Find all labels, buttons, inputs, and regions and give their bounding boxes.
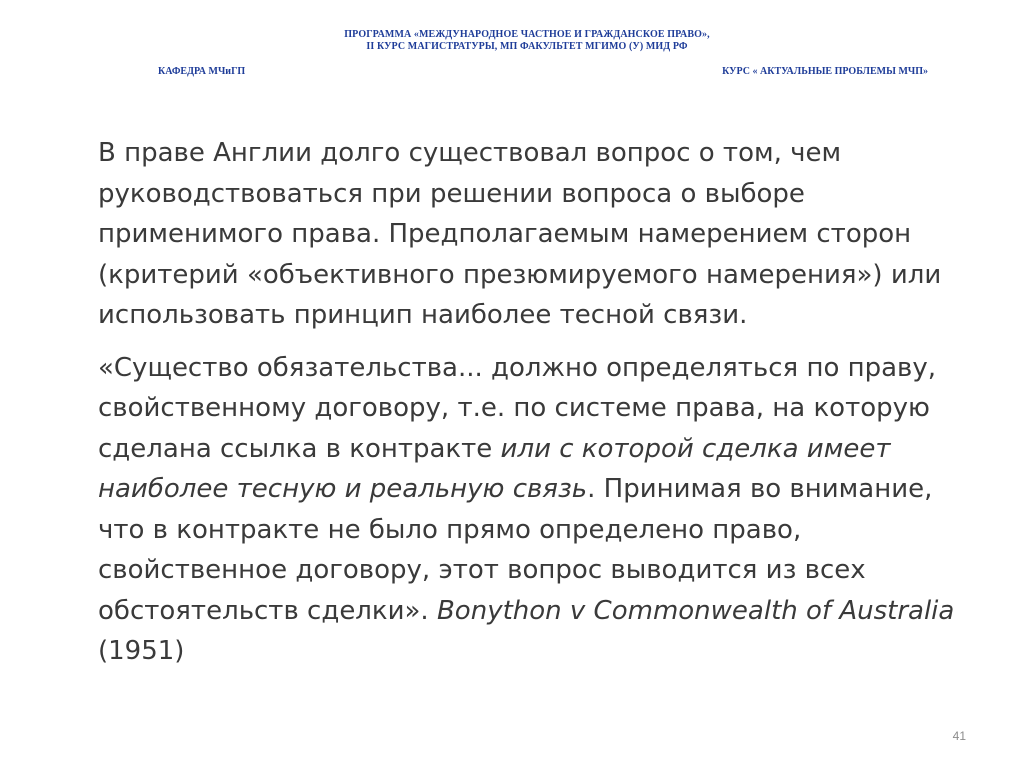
case-year: (1951) (98, 636, 185, 666)
program-title-line-2: II КУРС МАГИСТРАТУРЫ, МП ФАКУЛЬТЕТ МГИМО (У) МИД РФ (366, 41, 688, 52)
program-title-line-1: ПРОГРАММА «МЕЖДУНАРОДНОЕ ЧАСТНОЕ И ГРАЖДАНСКОЕ ПРАВО», (344, 29, 710, 40)
course-label: КУРС « АКТУАЛЬНЫЕ ПРОБЛЕМЫ МЧП» (722, 66, 928, 77)
paragraph-2-text-1: «Существо обязательства... должно определяться по праву, свойственному договору, т.е. по системе права, на которую сделана ссылка в контракте (98, 352, 937, 464)
department-label: КАФЕДРА МЧиГП (158, 66, 246, 77)
paragraph-2 (98, 348, 958, 672)
paragraph-1: В праве Англии долго существовал вопрос о том, чем руководствоваться при решении вопроса о выборе применимого права. Предполагаемым намерением сторон (критерий «объективного презюмируемого намерения») или использовать принцип наиболее тесной связи. (98, 138, 942, 330)
paragraph-2-text-2: . Принимая во внимание, что в контракте не было прямо определено право, свойственное договору, этот вопрос выводится из всех обстоятельств сделки». (98, 474, 933, 626)
paragraph-2-italic-1: или с которой сделка имеет наиболее тесную и реальную связь (98, 433, 891, 504)
slide-body (98, 133, 958, 672)
slide-header (0, 0, 1024, 90)
page-number: 41 (952, 729, 966, 743)
case-name: Bonython v Commonwealth of Australia (436, 595, 955, 626)
